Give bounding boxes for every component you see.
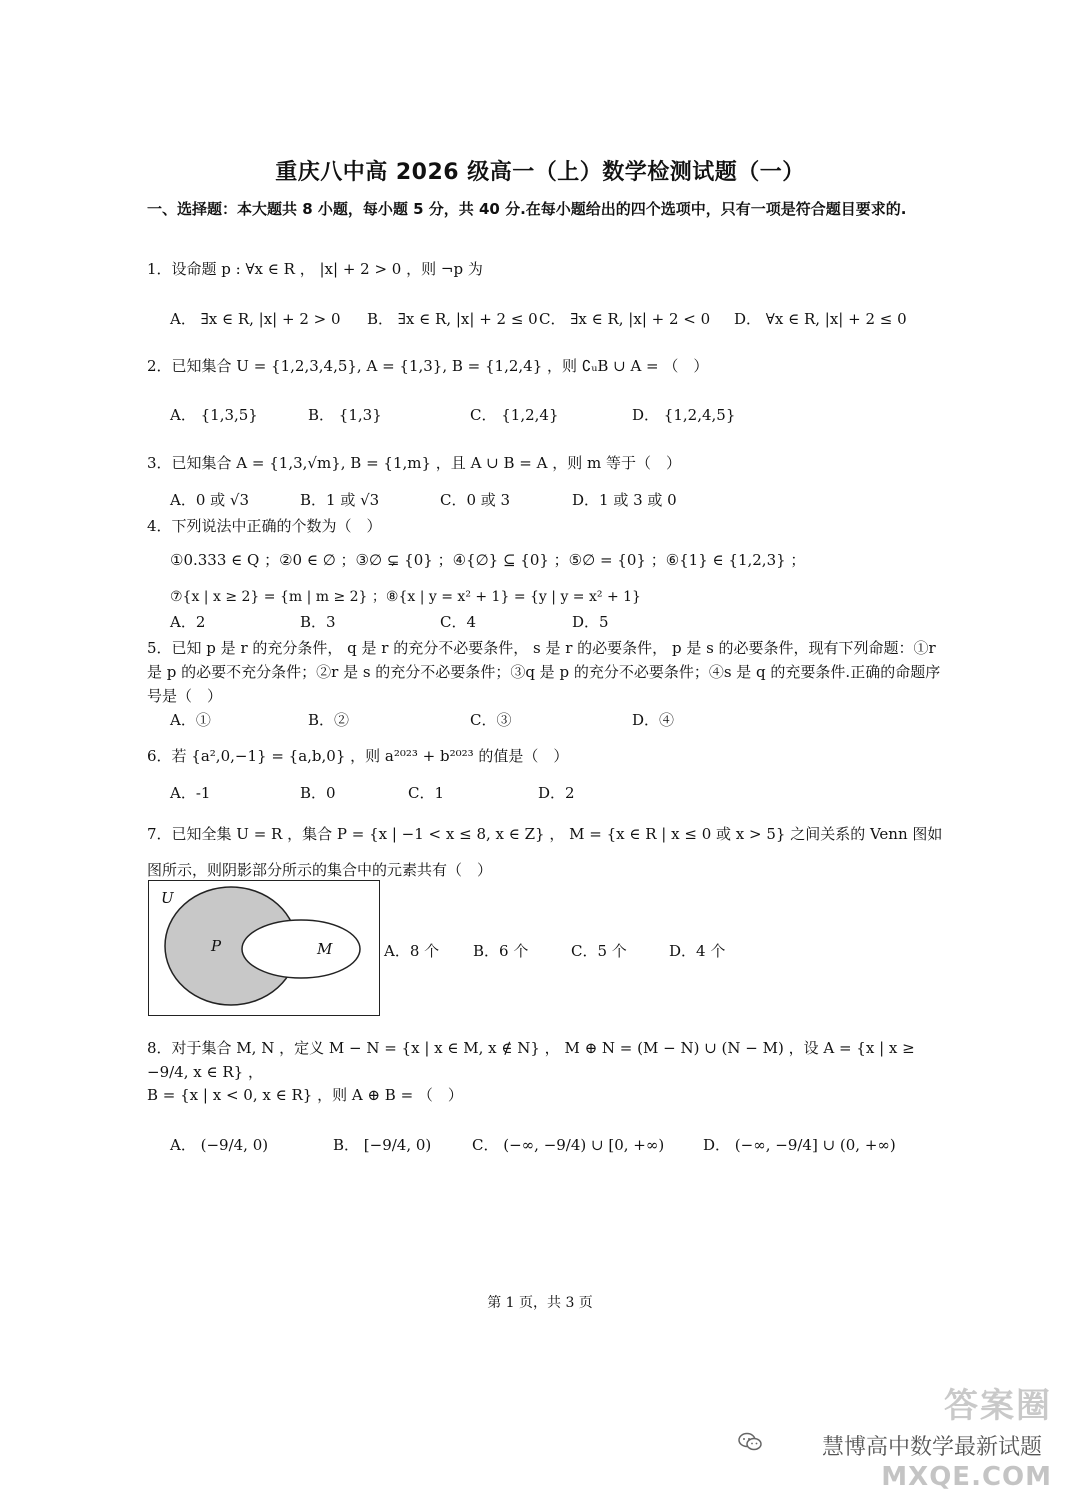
- question-4-option-a: A．2: [170, 613, 206, 631]
- question-4-option-d: D．5: [572, 613, 609, 631]
- question-4-statements-2: ⑦{x | x ≥ 2} = {m | m ≥ 2} ；⑧{x | y = x² + 1} = {y | y = x² + 1}: [170, 589, 641, 605]
- question-8-stem-line-2: B = {x | x < 0, x ∈ R} ，则 A ⊕ B = （ ）: [147, 1086, 463, 1104]
- question-7-option-a: A．8 个: [384, 942, 440, 960]
- question-7-option-d: D．4 个: [669, 942, 726, 960]
- question-4-option-c: C．4: [440, 613, 477, 631]
- question-3-stem: 3．已知集合 A = {1,3,√m}, B = {1,m} ，且 A ∪ B = A ，则 m 等于（ ）: [147, 454, 681, 472]
- venn-label-p: P: [211, 937, 222, 955]
- watermark-text: 慧博高中数学最新试题: [821, 1435, 1042, 1460]
- question-8-option-b: B． [−9/4, 0): [333, 1136, 432, 1154]
- question-2-option-b: B． {1,3}: [308, 406, 382, 424]
- question-1-stem: 1．设命题 p : ∀x ∈ R ， |x| + 2 > 0 ，则 ¬p 为: [147, 260, 483, 278]
- question-6-option-b: B．0: [300, 784, 336, 802]
- question-6-option-d: D．2: [538, 784, 575, 802]
- watermark-url: MXQE.COM: [881, 1462, 1052, 1492]
- question-6-stem: 6．若 {a²,0,−1} = {a,b,0} ，则 a²⁰²³ + b²⁰²³ 的值是（ ）: [147, 747, 569, 765]
- question-4-option-b: B．3: [300, 613, 336, 631]
- question-3-option-b: B．1 或 √3: [300, 491, 380, 509]
- question-1-option-c: C． ∃x ∈ R, |x| + 2 < 0: [539, 310, 711, 328]
- question-7-stem: 7．已知全集 U = R ，集合 P = {x | −1 < x ≤ 8, x ∈ Z} ， M = {x ∈ R | x ≤ 0 或 x > 5} 之间关系的 Venn 图如图所示，则阴影部分所示的集合中的元素共有（ ）: [147, 825, 943, 879]
- question-3-option-d: D．1 或 3 或 0: [572, 491, 677, 509]
- question-1-option-a: A． ∃x ∈ R, |x| + 2 > 0: [170, 310, 341, 328]
- venn-svg: [149, 881, 379, 1015]
- question-5-option-b: B．②: [308, 711, 350, 729]
- question-4-statements-1: ①0.333 ∈ Q ；②0 ∈ ∅ ；③∅ ⊊ {0} ；④{∅} ⊆ {0} ；⑤∅ = {0} ；⑥{1} ∈ {1,2,3} ；: [170, 551, 806, 569]
- question-6-option-a: A．-1: [170, 784, 211, 802]
- question-7-option-b: B．6 个: [473, 942, 529, 960]
- venn-set-m: [242, 920, 360, 978]
- question-5-stem: 5．已知 p 是 r 的充分条件， q 是 r 的充分不必要条件， s 是 r 的必要条件， p 是 s 的必要条件，现有下列命题：①r 是 p 的必要不充分条件；②r 是 s 的充分不必要条件；③q 是 p 的充分不必要条件；④s 是 q 的充要条件.正确的命题序号是（ ）: [147, 639, 941, 705]
- question-5-option-a: A．①: [170, 711, 211, 729]
- page-footer: 第 1 页，共 3 页: [487, 1295, 593, 1311]
- question-5-option-c: C．③: [470, 711, 512, 729]
- question-7-option-c: C．5 个: [571, 942, 627, 960]
- watermark-logo: 答案圈: [944, 1386, 1052, 1426]
- question-3-option-a: A．0 或 √3: [170, 491, 250, 509]
- question-6-option-c: C．1: [408, 784, 445, 802]
- question-1-option-d: D． ∀x ∈ R, |x| + 2 ≤ 0: [734, 310, 907, 328]
- question-2-option-d: D． {1,2,4,5}: [632, 406, 736, 424]
- question-2-option-c: C． {1,2,4}: [470, 406, 559, 424]
- venn-label-m: M: [317, 940, 333, 958]
- question-8-option-a: A． (−9/4, 0): [170, 1136, 269, 1154]
- question-8-stem: 8．对于集合 M, N ，定义 M − N = {x | x ∈ M, x ∉ N} ， M ⊕ N = (M − N) ∪ (N − M) ，设 A = {x | x ≥ −9/4, x ∈ R} ，: [147, 1039, 915, 1081]
- venn-label-u: U: [161, 889, 174, 907]
- question-2-stem: 2．已知集合 U = {1,2,3,4,5}, A = {1,3}, B = {1,2,4} ，则 ∁ᵤB ∪ A = （ ）: [147, 357, 709, 375]
- question-1-option-b: B． ∃x ∈ R, |x| + 2 ≤ 0: [367, 310, 538, 328]
- question-2-option-a: A． {1,3,5}: [170, 406, 258, 424]
- page-title: 重庆八中高 2026 级高一（上）数学检测试题（一）: [275, 160, 805, 185]
- question-4-stem: 4．下列说法中正确的个数为（ ）: [147, 517, 382, 535]
- question-3-option-c: C．0 或 3: [440, 491, 511, 509]
- question-8-option-d: D． (−∞, −9/4] ∪ (0, +∞): [703, 1136, 896, 1154]
- venn-diagram: [148, 880, 380, 1016]
- question-5-option-d: D．④: [632, 711, 675, 729]
- section-heading: 一、选择题：本大题共 8 小题，每小题 5 分，共 40 分.在每小题给出的四个选项中，只有一项是符合题目要求的.: [147, 200, 907, 218]
- wechat-icon: [738, 1432, 762, 1452]
- question-8-option-c: C． (−∞, −9/4) ∪ [0, +∞): [472, 1136, 665, 1154]
